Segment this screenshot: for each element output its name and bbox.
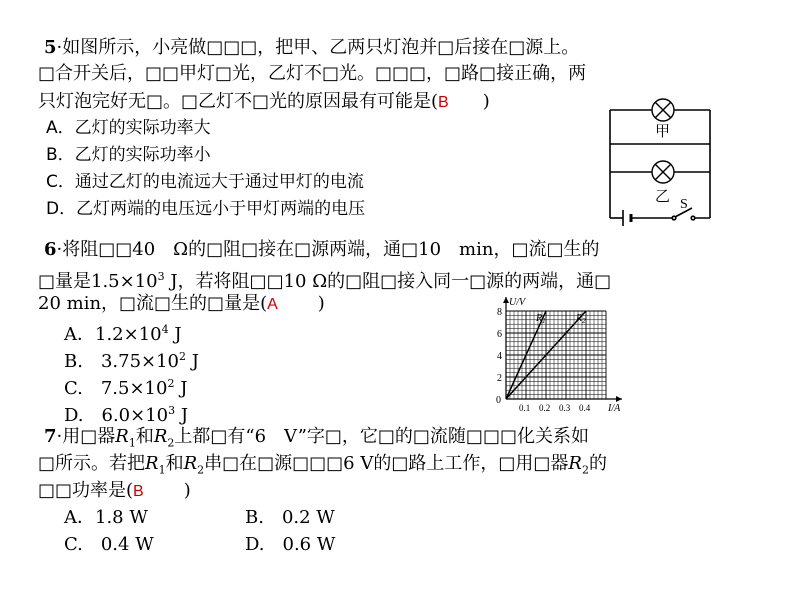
q6-option-c: C. $7.5\times 10^2$ J — [64, 377, 188, 399]
q5-option-b: B．乙灯的实际功率小 — [46, 145, 211, 165]
q6-line2: □量是$1.5\times 10^3$ J，若将阻□□10 Ω的□阻□接入同一□源的两端，通□ — [38, 270, 612, 292]
q7-option-a: A．1.8 W — [64, 507, 148, 528]
x-tick-label: 0.2 — [539, 403, 551, 413]
q5-stem-line3: 只灯泡完好无□。□乙灯不□光的原因最有可能是(B ) — [38, 91, 490, 112]
q6-option-d: D. $6.0\times 10^3$ J — [64, 404, 189, 426]
q5-number: 5 — [44, 37, 57, 58]
q6-answer: A — [267, 296, 278, 313]
q5-option-a: A．乙灯的实际功率大 — [46, 118, 211, 138]
battery-icon — [623, 210, 631, 226]
q7-option-c: C. 0.4 W — [64, 534, 154, 555]
lamp-jia-label: 甲 — [655, 124, 671, 140]
x-tick-label: 0.1 — [519, 403, 531, 413]
series-label-r1: $R_1$ — [536, 313, 546, 325]
switch-label: S — [680, 197, 688, 212]
origin-label: 0 — [496, 395, 501, 406]
q6-line3: 20 min，□流□生的□量是(A ) — [38, 293, 325, 314]
x-tick-label: 0.3 — [559, 403, 571, 413]
q6-option-a: A．$1.2\times 10^4$ J — [64, 323, 182, 345]
x-axis-arrow-icon — [616, 396, 622, 402]
q6-line1: 6·将阻□□40 Ω的□阻□接在□源两端，通□10 min，□流□生的 — [44, 239, 600, 260]
y-tick-label: 4 — [497, 351, 502, 362]
ui-chart — [488, 287, 638, 415]
lamp-yi-label: 乙 — [655, 189, 671, 205]
q7-option-d: D. 0.6 W — [245, 534, 336, 555]
q6-number: 6 — [44, 239, 57, 260]
y-tick-label: 6 — [497, 329, 502, 340]
y-tick-label: 2 — [497, 373, 502, 384]
y-tick-label: 8 — [497, 307, 502, 318]
series-label-r2: $R_2$ — [576, 313, 586, 325]
x-tick-label: 0.4 — [579, 403, 591, 413]
q5-option-d: D．乙灯两端的电压远小于甲灯两端的电压 — [46, 199, 366, 219]
q7-option-b: B. 0.2 W — [245, 507, 335, 528]
q5-stem-line2: □合开关后，□□甲灯□光，乙灯不□光。□□□，□路□接正确，两 — [38, 63, 587, 84]
q7-number: 7 — [44, 426, 57, 447]
q7-answer: B — [133, 483, 144, 500]
q7-line3: □□功率是(B ) — [38, 480, 191, 501]
q5-option-c: C．通过乙灯的电流远大于通过甲灯的电流 — [46, 172, 364, 192]
q5-stem-line1: 5·如图所示，小亮做□□□，把甲、乙两只灯泡并□后接在□源上。 — [44, 37, 580, 58]
q7-line1: 7·用□器$R_1$和$R_2$上都□有“6 V”字□，它□的□流随□□□化关系如 — [44, 426, 589, 450]
q5-circuit-diagram — [575, 90, 745, 230]
lamp-yi-icon — [652, 161, 674, 183]
y-axis-label: U/V — [509, 297, 526, 308]
q6-option-b: B. $3.75\times 10^2$ J — [64, 350, 199, 372]
q7-line2: □所示。若把$R_1$和$R_2$串□在□源□□□6 V的□路上工作，□用□器$R_2$的 — [38, 453, 607, 477]
lamp-jia-icon — [652, 99, 674, 121]
x-axis-label: I/A — [608, 403, 621, 414]
q5-answer: B — [438, 94, 449, 111]
